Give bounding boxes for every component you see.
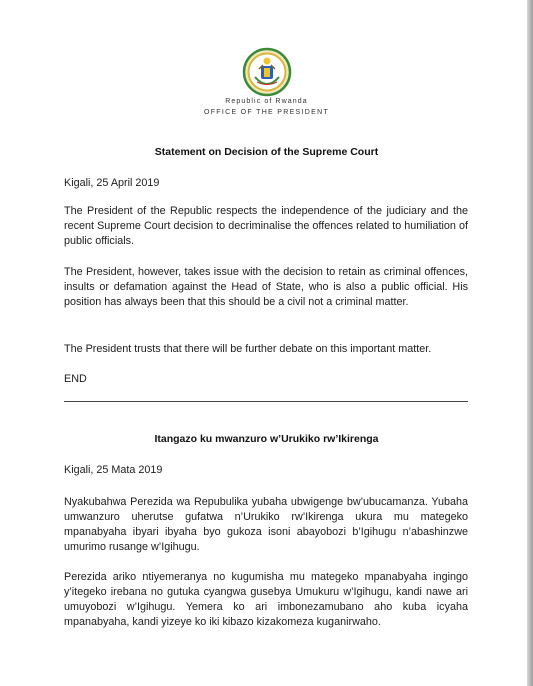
english-paragraph-1: The President of the Republic respects the independence of the judiciary and the recent Supreme Court decision to decriminalise the offences related to humiliation of public officials. bbox=[64, 205, 468, 247]
english-paragraph-2: The President, however, takes issue with the decision to retain as criminal offences, insults or defamation against the Head of State, who is also a public official. His position has always been that this should be a civil not a criminal matter. bbox=[64, 266, 468, 308]
english-title: Statement on Decision of the Supreme Court bbox=[154, 146, 379, 158]
section-divider bbox=[64, 401, 468, 402]
kinyarwanda-title: Itangazo ku mwanzuro w’Urukiko rw’Ikirenga bbox=[154, 433, 379, 445]
national-seal-icon bbox=[242, 47, 292, 97]
country-name: Republic of Rwanda bbox=[225, 98, 308, 105]
english-paragraph-3: The President trusts that there will be further debate on this important matter. bbox=[64, 343, 432, 355]
end-marker: END bbox=[64, 373, 87, 385]
kinyarwanda-paragraph-2: Perezida ariko ntiyemeranya no kugumisha mu mategeko mpanabyaha ingingo y’itegeko irebana no gutuka cyangwa gusebya Umukuru w’Igihugu, kandi nawe ari umuyobozi w’Igihugu. Yemera ko ari imbonezamubano aho kuba icyaha mpanabyaha, kandi yizeye ko iki kibazo kizakomeza kuganirwaho. bbox=[64, 571, 468, 628]
page-edge-shadow bbox=[527, 0, 533, 686]
english-dateline: Kigali, 25 April 2019 bbox=[64, 177, 160, 189]
office-name: OFFICE OF THE PRESIDENT bbox=[203, 109, 330, 116]
kinyarwanda-dateline: Kigali, 25 Mata 2019 bbox=[64, 464, 163, 476]
kinyarwanda-paragraph-1: Nyakubahwa Perezida wa Repubulika yubaha ubwigenge bw’ubucamanza. Yubaha umwanzuro uherutse gufatwa n’Urukiko rw’Ikirenga ukura mu mategeko mpanabyaha ibyari ibyaha byo gukoza isoni abayobozi b’Igihugu n’abashinzwe umurimo rusange w’Igihugu. bbox=[64, 496, 468, 553]
